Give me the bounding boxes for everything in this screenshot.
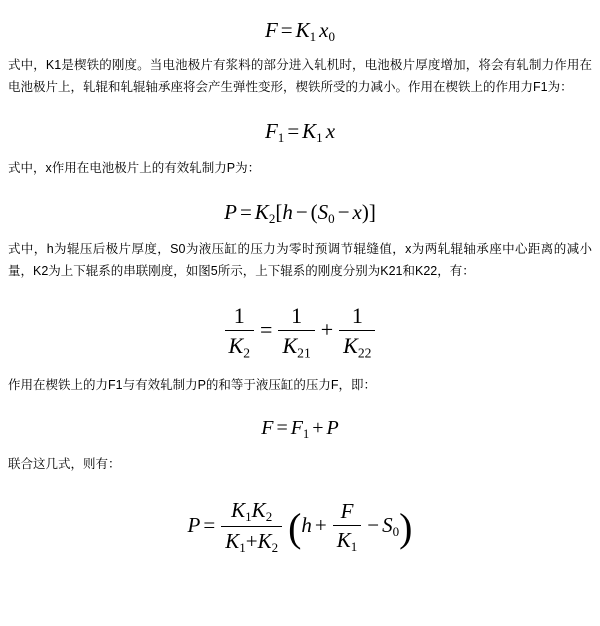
- equation-6-content: P = $\frac{K1K2}{K1+K2}$ (h + $\frac{F}{K1}$ − S0): [187, 497, 413, 556]
- equation-1-content: F = K1 x0: [264, 18, 336, 45]
- equation-5: [8, 417, 592, 442]
- equation-4: [8, 303, 592, 361]
- paragraph-5: 联合这几式，则有：: [8, 457, 121, 472]
- equation-5-content: F = F1 + P: [261, 417, 339, 442]
- paragraph-1: 式中，K1是楔铁的刚度。当电池极片有浆料的部分进入轧机时，电池极片厚度增加，将会有轧制力作用在电池极片上，轧辊和轧辊轴承座将会产生弹性变形，楔铁所受的力减小。作用在楔铁上的作用力F1为：: [8, 58, 592, 95]
- equation-3-content: P = K2[h − (S0 − x)]: [224, 199, 376, 227]
- equation-6: [8, 498, 592, 556]
- document-page: [0, 18, 600, 626]
- paragraph-2: 式中，x作用在电池极片上的有效轧制力P为：: [8, 161, 261, 176]
- equation-1: [8, 18, 592, 45]
- equation-3: [8, 200, 592, 227]
- equation-4-content: $\frac{1}{K2}$ = $\frac{1}{K21}$ + $\frac{1}{K22}$: [222, 303, 379, 361]
- paragraph-4: 作用在楔铁上的力F1与有效轧制力P的和等于液压缸的压力F，即：: [8, 378, 377, 393]
- equation-2: [8, 119, 592, 146]
- paragraph-3: 式中，h为辊压后极片厚度，S0为液压缸的压力为零时预调节辊缝值，x为两轧辊轴承座中心距离的减小量，K2为上下辊系的串联刚度，如图5所示，上下辊系的刚度分别为K21和K22，有：: [8, 242, 592, 278]
- equation-2-content: F1 = K1 x: [264, 118, 336, 146]
